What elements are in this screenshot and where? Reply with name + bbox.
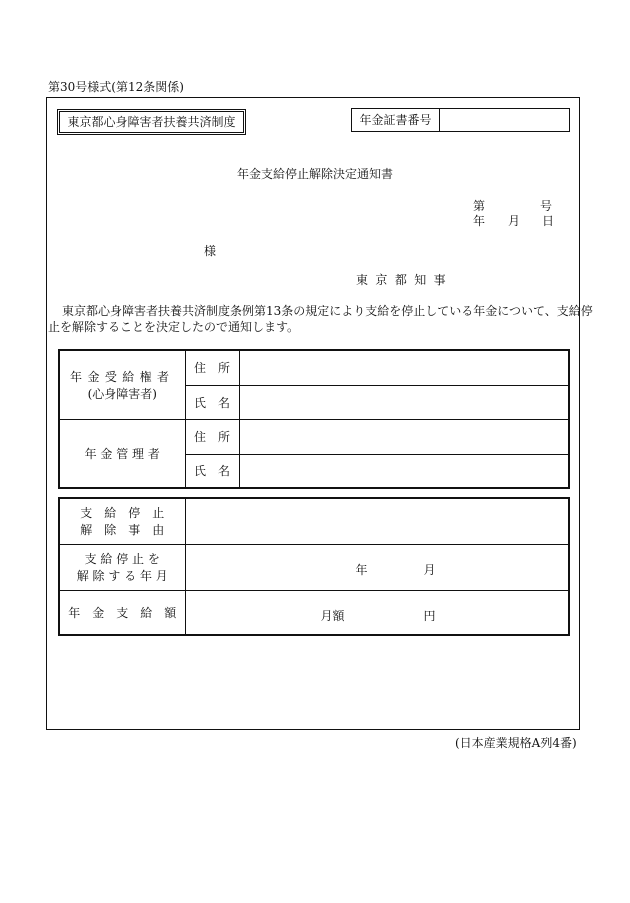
recipient-table (58, 349, 570, 489)
manager-name-field[interactable] (239, 454, 569, 488)
amount-field[interactable] (185, 590, 569, 635)
release-month-unit: 月 (423, 562, 436, 577)
date-label-line-1: 支 給 停 止 を (84, 552, 160, 566)
system-name-box (57, 109, 246, 135)
system-name: 東京都心身障害者扶養共済制度 (67, 115, 236, 129)
manager-address-label: 住 所 (185, 419, 239, 454)
issuer: 東 京 都 知 事 (356, 273, 448, 287)
date-month: 月 (508, 214, 521, 228)
recipient-name-field[interactable] (239, 385, 569, 419)
recipient-sublabel: (心身障害者) (87, 386, 157, 401)
manager-address-field[interactable] (239, 419, 569, 454)
release-year-unit: 年 (355, 562, 368, 577)
certificate-number-field[interactable] (440, 109, 569, 131)
body-text-line-2: 止を解除することを決定したので通知します。 (48, 320, 300, 334)
recipient-label-cell (59, 350, 185, 419)
recipient-name-label: 氏 名 (185, 385, 239, 419)
date-label-line-2: 解 除 す る 年 月 (76, 569, 168, 583)
certificate-number-label: 年金証書番号 (352, 109, 440, 131)
doc-number-suffix: 号 (540, 199, 553, 213)
reason-label-line-1: 支 給 停 止 (80, 506, 165, 521)
date-field[interactable] (185, 544, 569, 590)
amount-unit: 円 (423, 608, 436, 623)
suspension-table (58, 497, 570, 636)
doc-number-prefix: 第 (473, 199, 486, 213)
recipient-label: 年金受給権者 (70, 369, 175, 384)
recipient-address-label: 住 所 (185, 350, 239, 385)
amount-label: 年 金 支 給 額 (59, 590, 185, 635)
form-id: 第30号様式(第12条関係) (48, 80, 184, 94)
manager-name-label: 氏 名 (185, 454, 239, 488)
recipient-address-field[interactable] (239, 350, 569, 385)
paper-size-note: (日本産業規格A列4番) (455, 736, 577, 750)
reason-label-line-2: 解 除 事 由 (80, 523, 165, 538)
certificate-number-box (351, 108, 570, 132)
manager-label: 年 金 管 理 者 (59, 419, 185, 488)
date-label-cell (59, 544, 185, 590)
amount-monthly-label: 月額 (320, 608, 345, 623)
reason-label-cell (59, 498, 185, 544)
document-title: 年金支給停止解除決定通知書 (236, 167, 393, 181)
addressee-suffix: 様 (204, 244, 217, 258)
date-year: 年 (473, 214, 486, 228)
reason-field[interactable] (185, 498, 569, 544)
date-day: 日 (542, 214, 555, 228)
body-text-line-1: 東京都心身障害者扶養共済制度条例第13条の規定により支給を停止している年金について、支給停 (62, 304, 593, 318)
